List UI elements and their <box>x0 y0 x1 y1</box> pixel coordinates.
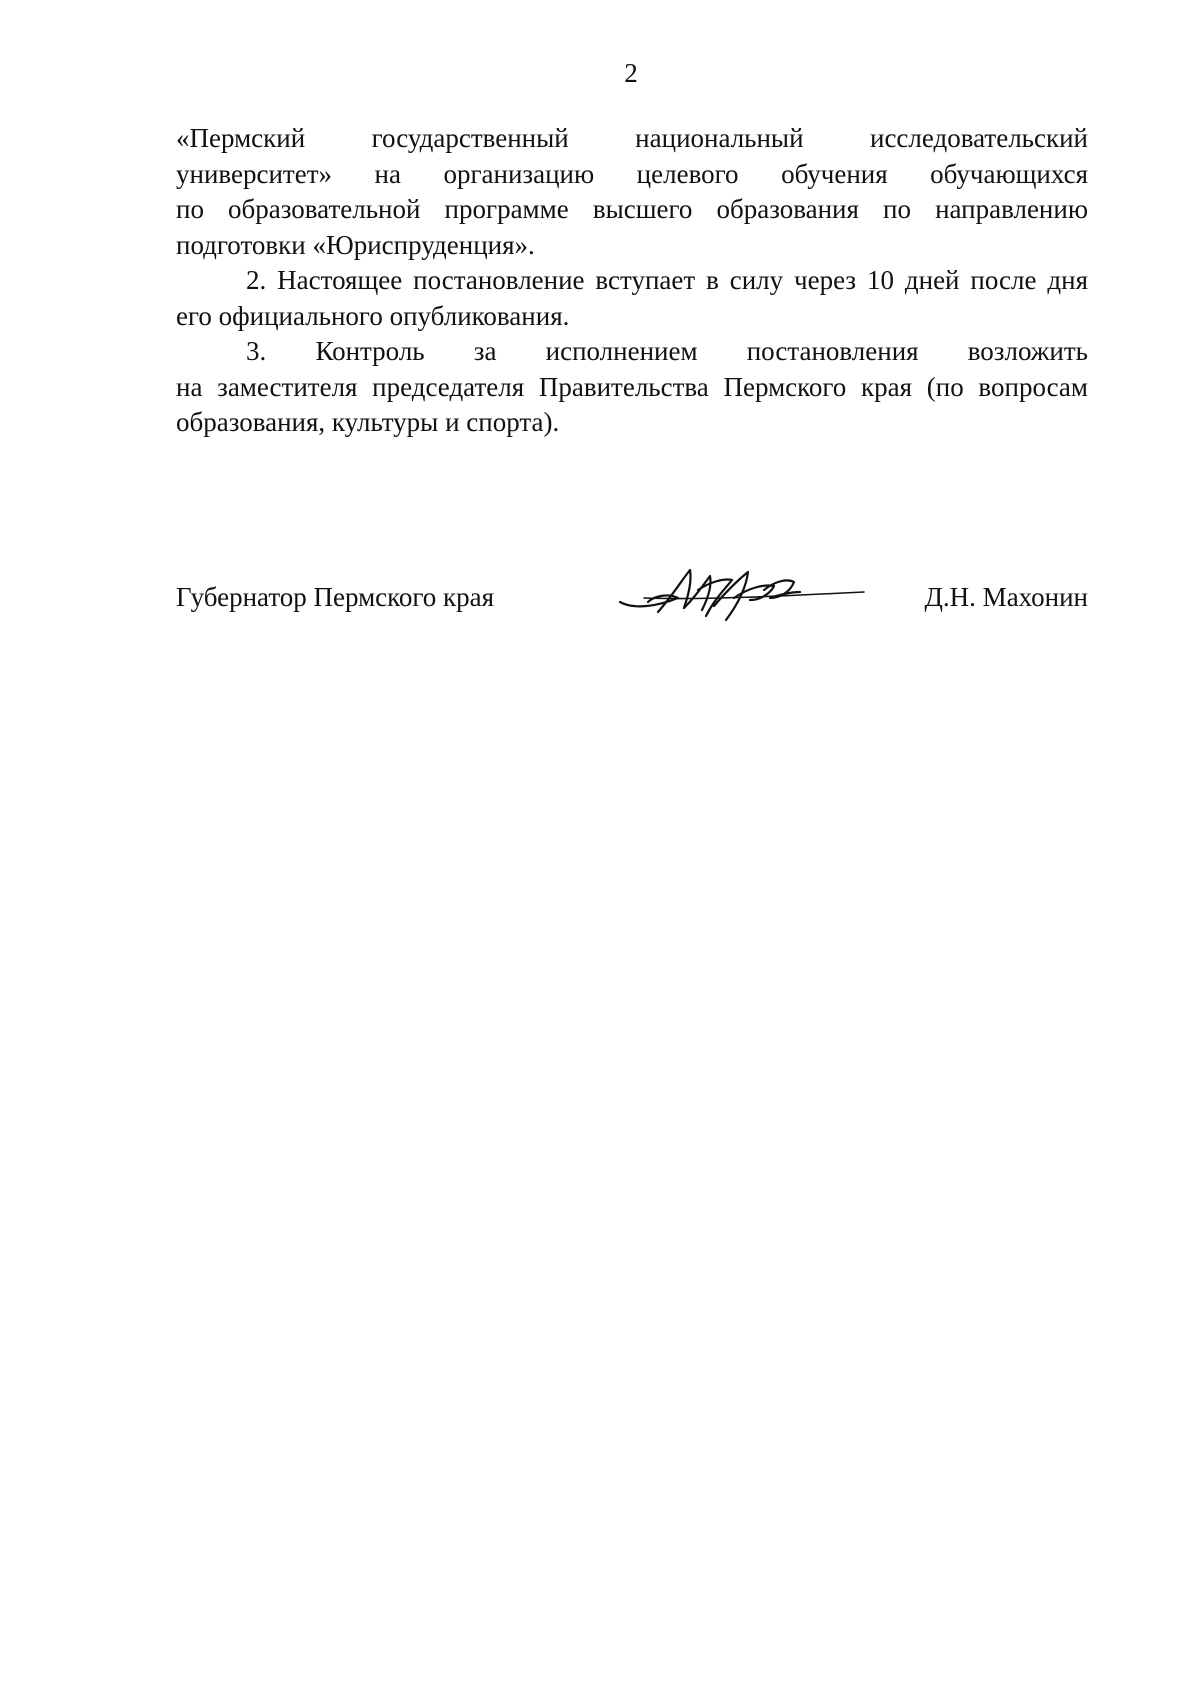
handwritten-signature <box>614 560 874 630</box>
page-number: 2 <box>624 58 638 88</box>
signatory-name: Д.Н. Махонин <box>924 582 1088 612</box>
paragraph-1-line-2: университет» на организацию целевого обучения обучающихся <box>176 158 1088 189</box>
document-body <box>176 121 1088 441</box>
paragraph-3-tail: на заместителя председателя Правительства Пермского края (по вопросам образования, культуры и спорта). <box>176 371 1088 437</box>
signatory-position: Губернатор Пермского края <box>176 582 495 612</box>
paragraph-3 <box>176 334 1088 441</box>
paragraph-1-tail: по образовательной программе высшего образования по направлению подготовки «Юриспруденция». <box>176 194 1088 260</box>
signature-block <box>176 580 1088 640</box>
paragraph-2: 2. Настоящее постановление вступает в силу через 10 дней после дня его официального опубликования. <box>176 265 1088 331</box>
paragraph-3-line-1: 3. Контроль за исполнением постановления возложить <box>246 336 1088 366</box>
paragraph-1 <box>176 121 1088 263</box>
paragraph-1-line-1: «Пермский государственный национальный исследовательский <box>176 123 1088 153</box>
